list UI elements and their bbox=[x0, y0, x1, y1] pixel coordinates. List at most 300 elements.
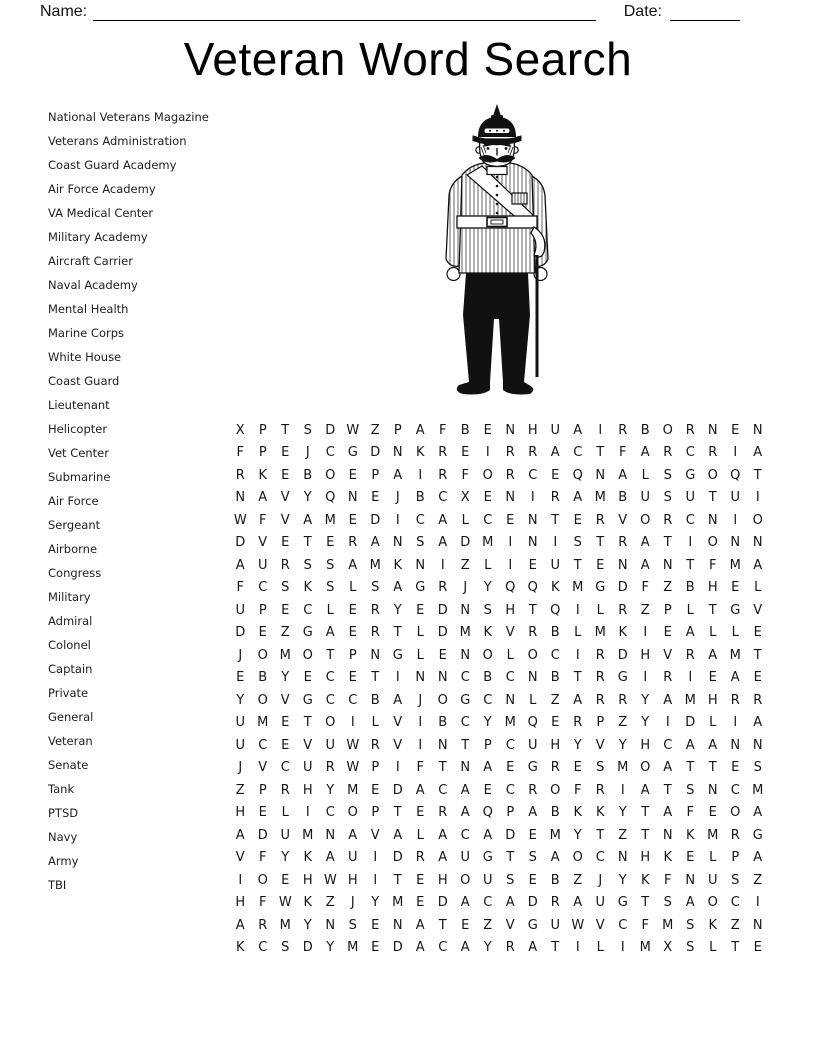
name-blank-line bbox=[93, 6, 596, 21]
grid-letter: S bbox=[528, 850, 537, 866]
grid-letter: D bbox=[392, 782, 403, 798]
grid-letter: C bbox=[505, 737, 515, 753]
grid-letter: N bbox=[662, 827, 673, 843]
grid-letter: I bbox=[620, 940, 625, 956]
grid-letter: U bbox=[707, 872, 718, 888]
grid-letter: Y bbox=[326, 940, 335, 956]
grid-letter: E bbox=[483, 422, 492, 438]
grid-letter: Q bbox=[482, 805, 493, 821]
grid-letter: G bbox=[392, 647, 403, 663]
grid-letter: I bbox=[575, 602, 580, 618]
grid-letter: R bbox=[505, 940, 515, 956]
grid-letter: A bbox=[663, 760, 673, 776]
grid-letter: L bbox=[506, 647, 514, 663]
grid-letter: S bbox=[753, 760, 762, 776]
grid-letter: Y bbox=[281, 850, 290, 866]
grid-letter: Y bbox=[303, 490, 312, 506]
grid-letter: R bbox=[595, 782, 605, 798]
grid-letter: S bbox=[596, 760, 605, 776]
grid-letter: X bbox=[460, 490, 470, 506]
grid-letter: I bbox=[733, 715, 738, 731]
grid-letter: K bbox=[303, 850, 313, 866]
grid-letter: D bbox=[302, 940, 313, 956]
grid-letter: U bbox=[685, 490, 695, 506]
grid-letter: A bbox=[460, 940, 470, 956]
grid-letter: I bbox=[440, 557, 445, 573]
grid-letter: C bbox=[415, 512, 425, 528]
grid-letter: K bbox=[550, 580, 560, 596]
grid-letter: K bbox=[573, 805, 583, 821]
grid-letter: P bbox=[371, 467, 380, 483]
grid-letter: R bbox=[685, 422, 695, 438]
grid-letter: C bbox=[258, 580, 268, 596]
grid-letter: T bbox=[573, 670, 582, 686]
word-item: Veterans Administration bbox=[48, 134, 187, 148]
grid-letter: B bbox=[460, 422, 470, 438]
grid-letter: I bbox=[508, 535, 513, 551]
grid-letter: F bbox=[686, 805, 694, 821]
grid-letter: N bbox=[370, 647, 381, 663]
grid-letter: V bbox=[258, 535, 268, 551]
word-item: Tank bbox=[48, 782, 75, 796]
grid-letter: I bbox=[373, 872, 378, 888]
grid-letter: V bbox=[505, 625, 515, 641]
grid-letter: C bbox=[483, 692, 493, 708]
grid-letter: N bbox=[392, 535, 403, 551]
grid-letter: C bbox=[573, 445, 583, 461]
grid-letter: M bbox=[729, 647, 741, 663]
grid-letter: E bbox=[371, 490, 380, 506]
grid-letter: T bbox=[461, 737, 470, 753]
word-item: Colonel bbox=[48, 638, 91, 652]
grid-letter: F bbox=[641, 580, 649, 596]
grid-letter: S bbox=[663, 895, 672, 911]
grid-letter: F bbox=[416, 760, 424, 776]
grid-letter: M bbox=[347, 940, 359, 956]
grid-letter: U bbox=[235, 602, 245, 618]
word-item: General bbox=[48, 710, 94, 724]
grid-letter: D bbox=[685, 715, 696, 731]
grid-letter: R bbox=[235, 467, 245, 483]
grid-letter: A bbox=[460, 782, 470, 798]
grid-letter: E bbox=[438, 647, 447, 663]
grid-letter: I bbox=[530, 490, 535, 506]
grid-letter: A bbox=[550, 850, 560, 866]
grid-letter: R bbox=[528, 445, 538, 461]
grid-letter: I bbox=[575, 940, 580, 956]
grid-letter: A bbox=[640, 445, 650, 461]
grid-letter: A bbox=[438, 512, 448, 528]
grid-letter: J bbox=[395, 490, 400, 506]
grid-letter: B bbox=[618, 490, 628, 506]
grid-letter: E bbox=[753, 625, 762, 641]
grid-letter: J bbox=[418, 692, 423, 708]
grid-letter: N bbox=[707, 512, 718, 528]
word-item: Marine Corps bbox=[48, 326, 124, 340]
grid-letter: L bbox=[709, 850, 717, 866]
grid-letter: K bbox=[708, 917, 718, 933]
grid-letter: O bbox=[257, 872, 268, 888]
grid-letter: E bbox=[281, 445, 290, 461]
grid-letter: V bbox=[280, 512, 290, 528]
grid-letter: L bbox=[484, 557, 492, 573]
grid-letter: R bbox=[753, 692, 763, 708]
grid-letter: K bbox=[640, 872, 650, 888]
grid-letter: L bbox=[416, 625, 424, 641]
grid-letter: D bbox=[392, 940, 403, 956]
grid-letter: Q bbox=[325, 490, 336, 506]
grid-letter: A bbox=[685, 895, 695, 911]
grid-letter: O bbox=[347, 805, 358, 821]
grid-letter: S bbox=[371, 580, 380, 596]
word-item: White House bbox=[48, 350, 122, 364]
grid-letter: F bbox=[709, 557, 717, 573]
grid-letter: O bbox=[730, 805, 741, 821]
grid-letter: N bbox=[437, 670, 448, 686]
grid-letter: A bbox=[753, 445, 763, 461]
grid-letter: T bbox=[663, 535, 672, 551]
grid-letter: D bbox=[437, 625, 448, 641]
grid-letter: Q bbox=[527, 580, 538, 596]
grid-letter: B bbox=[550, 872, 560, 888]
grid-letter: B bbox=[685, 580, 695, 596]
grid-letter: O bbox=[550, 782, 561, 798]
grid-letter: R bbox=[438, 467, 448, 483]
grid-letter: B bbox=[438, 715, 448, 731]
grid-letter: O bbox=[707, 535, 718, 551]
grid-letter: U bbox=[347, 850, 358, 866]
grid-letter: G bbox=[595, 580, 606, 596]
grid-letter: M bbox=[572, 580, 584, 596]
grid-letter: E bbox=[483, 490, 492, 506]
grid-letter: K bbox=[618, 625, 628, 641]
grid-letter: T bbox=[708, 760, 717, 776]
grid-letter: K bbox=[663, 850, 673, 866]
grid-letter: A bbox=[730, 670, 740, 686]
grid-letter: E bbox=[708, 670, 717, 686]
grid-letter: U bbox=[527, 737, 538, 753]
grid-letter: E bbox=[371, 940, 380, 956]
grid-letter: J bbox=[463, 580, 468, 596]
grid-letter: N bbox=[392, 445, 403, 461]
grid-letter: S bbox=[348, 917, 357, 933]
grid-letter: S bbox=[416, 535, 425, 551]
grid-letter: R bbox=[550, 490, 560, 506]
grid-letter: A bbox=[640, 535, 650, 551]
grid-letter: O bbox=[662, 422, 673, 438]
grid-letter: S bbox=[663, 490, 672, 506]
grid-letter: E bbox=[258, 805, 267, 821]
grid-letter: R bbox=[325, 760, 335, 776]
grid-letter: S bbox=[686, 917, 695, 933]
grid-letter: S bbox=[686, 782, 695, 798]
grid-letter: C bbox=[483, 895, 493, 911]
grid-letter: E bbox=[258, 625, 267, 641]
grid-letter: T bbox=[393, 625, 402, 641]
grid-letter: O bbox=[707, 467, 718, 483]
grid-letter: E bbox=[731, 580, 740, 596]
grid-letter: P bbox=[506, 805, 515, 821]
grid-letter: Z bbox=[618, 715, 628, 731]
grid-letter: D bbox=[437, 602, 448, 618]
grid-letter: U bbox=[325, 737, 335, 753]
grid-letter: K bbox=[393, 557, 403, 573]
grid-letter: U bbox=[550, 422, 560, 438]
grid-letter: N bbox=[730, 535, 741, 551]
grid-letter: B bbox=[303, 467, 313, 483]
grid-letter: R bbox=[730, 827, 740, 843]
grid-letter: T bbox=[641, 805, 650, 821]
word-item: Army bbox=[48, 854, 79, 868]
grid-letter: M bbox=[257, 715, 269, 731]
grid-letter: N bbox=[527, 535, 538, 551]
grid-letter: G bbox=[302, 692, 313, 708]
grid-letter: E bbox=[371, 917, 380, 933]
grid-letter: C bbox=[505, 782, 515, 798]
word-item: Senate bbox=[48, 758, 89, 772]
grid-letter: N bbox=[730, 737, 741, 753]
grid-letter: E bbox=[416, 872, 425, 888]
word-item: TBI bbox=[48, 878, 67, 892]
grid-letter: I bbox=[643, 625, 648, 641]
grid-letter: E bbox=[528, 872, 537, 888]
grid-letter: A bbox=[550, 445, 560, 461]
grid-letter: I bbox=[395, 670, 400, 686]
grid-letter: G bbox=[527, 917, 538, 933]
grid-letter: D bbox=[370, 445, 381, 461]
grid-letter: B bbox=[550, 805, 560, 821]
grid-letter: O bbox=[325, 467, 336, 483]
word-item: Airborne bbox=[48, 542, 98, 556]
word-item: Military bbox=[48, 590, 91, 604]
grid-letter: R bbox=[730, 692, 740, 708]
grid-letter: E bbox=[236, 670, 245, 686]
grid-letter: H bbox=[302, 782, 313, 798]
grid-letter: J bbox=[238, 647, 243, 663]
word-item: Coast Guard bbox=[48, 374, 120, 388]
grid-letter: D bbox=[392, 850, 403, 866]
grid-letter: P bbox=[371, 760, 380, 776]
grid-letter: Z bbox=[483, 917, 493, 933]
grid-letter: H bbox=[437, 872, 448, 888]
grid-letter: A bbox=[325, 850, 335, 866]
grid-letter: G bbox=[752, 827, 763, 843]
grid-letter: L bbox=[416, 827, 424, 843]
grid-letter: A bbox=[573, 895, 583, 911]
grid-letter: T bbox=[393, 872, 402, 888]
grid-letter: Z bbox=[753, 872, 763, 888]
grid-letter: R bbox=[595, 512, 605, 528]
grid-letter: T bbox=[686, 760, 695, 776]
grid-letter: H bbox=[550, 737, 561, 753]
grid-letter: E bbox=[506, 760, 515, 776]
grid-letter: S bbox=[281, 940, 290, 956]
grid-letter: L bbox=[596, 940, 604, 956]
grid-letter: F bbox=[461, 467, 469, 483]
grid-letter: O bbox=[460, 872, 471, 888]
grid-letter: Z bbox=[235, 782, 245, 798]
grid-letter: O bbox=[257, 692, 268, 708]
grid-letter: A bbox=[393, 580, 403, 596]
grid-letter: V bbox=[663, 647, 673, 663]
grid-letter: A bbox=[753, 850, 763, 866]
grid-letter: N bbox=[617, 850, 628, 866]
grid-letter: H bbox=[347, 872, 358, 888]
grid-letter: F bbox=[236, 445, 244, 461]
grid-letter: K bbox=[483, 625, 493, 641]
grid-letter: R bbox=[370, 625, 380, 641]
grid-letter: R bbox=[348, 535, 358, 551]
grid-letter: L bbox=[596, 602, 604, 618]
grid-letter: F bbox=[259, 850, 267, 866]
grid-letter: M bbox=[347, 782, 359, 798]
grid-letter: Y bbox=[573, 737, 582, 753]
grid-letter: I bbox=[665, 715, 670, 731]
grid-letter: T bbox=[596, 535, 605, 551]
grid-letter: N bbox=[595, 467, 606, 483]
grid-letter: N bbox=[752, 422, 763, 438]
grid-letter: E bbox=[348, 512, 357, 528]
letter-grid bbox=[229, 419, 769, 959]
grid-letter: H bbox=[640, 647, 651, 663]
grid-letter: S bbox=[281, 580, 290, 596]
grid-letter: C bbox=[730, 782, 740, 798]
grid-letter: A bbox=[415, 917, 425, 933]
grid-letter: G bbox=[527, 760, 538, 776]
grid-letter: C bbox=[550, 647, 560, 663]
grid-letter: R bbox=[618, 535, 628, 551]
grid-letter: Y bbox=[573, 827, 582, 843]
grid-letter: H bbox=[640, 850, 651, 866]
grid-letter: T bbox=[551, 512, 560, 528]
grid-letter: D bbox=[325, 422, 336, 438]
grid-letter: Z bbox=[280, 625, 290, 641]
grid-letter: O bbox=[752, 512, 763, 528]
grid-letter: L bbox=[709, 940, 717, 956]
word-item: Vet Center bbox=[48, 446, 109, 460]
grid-letter: A bbox=[573, 422, 583, 438]
grid-letter: C bbox=[325, 445, 335, 461]
grid-letter: R bbox=[370, 737, 380, 753]
grid-letter: J bbox=[350, 895, 355, 911]
grid-letter: D bbox=[505, 827, 516, 843]
grid-letter: A bbox=[640, 557, 650, 573]
grid-letter: A bbox=[235, 827, 245, 843]
grid-letter: E bbox=[371, 782, 380, 798]
grid-letter: P bbox=[258, 602, 267, 618]
grid-letter: R bbox=[685, 647, 695, 663]
grid-letter: R bbox=[528, 625, 538, 641]
grid-letter: V bbox=[393, 715, 403, 731]
grid-letter: G bbox=[415, 580, 426, 596]
grid-letter: E bbox=[663, 625, 672, 641]
grid-letter: R bbox=[618, 422, 628, 438]
grid-letter: R bbox=[505, 445, 515, 461]
grid-letter: H bbox=[707, 580, 718, 596]
word-item: Private bbox=[48, 686, 89, 700]
grid-letter: I bbox=[575, 647, 580, 663]
grid-letter: Y bbox=[483, 580, 492, 596]
grid-letter: D bbox=[257, 827, 268, 843]
grid-letter: R bbox=[595, 647, 605, 663]
grid-letter: M bbox=[302, 827, 314, 843]
word-item: National Veterans Magazine bbox=[48, 110, 209, 124]
grid-letter: L bbox=[686, 602, 694, 618]
grid-letter: B bbox=[483, 670, 493, 686]
grid-letter: N bbox=[527, 512, 538, 528]
grid-letter: L bbox=[641, 467, 649, 483]
grid-letter: T bbox=[641, 895, 650, 911]
grid-letter: K bbox=[303, 895, 313, 911]
grid-letter: L bbox=[281, 805, 289, 821]
grid-letter: N bbox=[415, 670, 426, 686]
word-item: Captain bbox=[48, 662, 93, 676]
word-item: Veteran bbox=[48, 734, 93, 748]
grid-letter: T bbox=[303, 715, 312, 731]
grid-letter: M bbox=[279, 917, 291, 933]
grid-letter: U bbox=[235, 737, 245, 753]
grid-letter: B bbox=[550, 625, 560, 641]
grid-letter: Y bbox=[326, 782, 335, 798]
grid-letter: C bbox=[348, 692, 358, 708]
grid-letter: L bbox=[731, 625, 739, 641]
grid-letter: T bbox=[438, 760, 447, 776]
grid-letter: U bbox=[482, 872, 493, 888]
grid-letter: V bbox=[393, 737, 403, 753]
grid-letter: I bbox=[373, 850, 378, 866]
grid-letter: T bbox=[506, 850, 515, 866]
grid-letter: N bbox=[325, 827, 336, 843]
grid-letter: L bbox=[574, 625, 582, 641]
grid-letter: I bbox=[350, 715, 355, 731]
grid-letter: A bbox=[438, 535, 448, 551]
grid-letter: C bbox=[618, 917, 628, 933]
header bbox=[40, 1, 740, 21]
grid-letter: R bbox=[505, 467, 515, 483]
grid-letter: A bbox=[753, 805, 763, 821]
grid-letter: I bbox=[755, 490, 760, 506]
grid-letter: W bbox=[346, 422, 360, 438]
grid-letter: V bbox=[235, 850, 245, 866]
grid-letter: V bbox=[595, 917, 605, 933]
grid-letter: I bbox=[508, 557, 513, 573]
grid-letter: J bbox=[238, 760, 243, 776]
word-item: Mental Health bbox=[48, 302, 129, 316]
grid-letter: E bbox=[348, 670, 357, 686]
grid-letter: B bbox=[415, 490, 425, 506]
grid-letter: L bbox=[529, 692, 537, 708]
grid-letter: K bbox=[595, 805, 605, 821]
grid-letter: V bbox=[618, 512, 628, 528]
grid-letter: N bbox=[415, 557, 426, 573]
grid-letter: C bbox=[505, 670, 515, 686]
grid-letter: L bbox=[754, 580, 762, 596]
grid-letter: L bbox=[461, 512, 469, 528]
grid-letter: C bbox=[595, 850, 605, 866]
grid-letter: U bbox=[302, 760, 313, 776]
grid-letter: J bbox=[305, 445, 310, 461]
grid-letter: C bbox=[730, 895, 740, 911]
grid-letter: R bbox=[280, 557, 290, 573]
grid-letter: F bbox=[641, 917, 649, 933]
grid-letter: E bbox=[281, 872, 290, 888]
grid-letter: A bbox=[393, 467, 403, 483]
grid-letter: I bbox=[620, 782, 625, 798]
grid-letter: V bbox=[280, 692, 290, 708]
grid-letter: T bbox=[596, 445, 605, 461]
grid-letter: I bbox=[305, 805, 310, 821]
grid-letter: I bbox=[755, 895, 760, 911]
